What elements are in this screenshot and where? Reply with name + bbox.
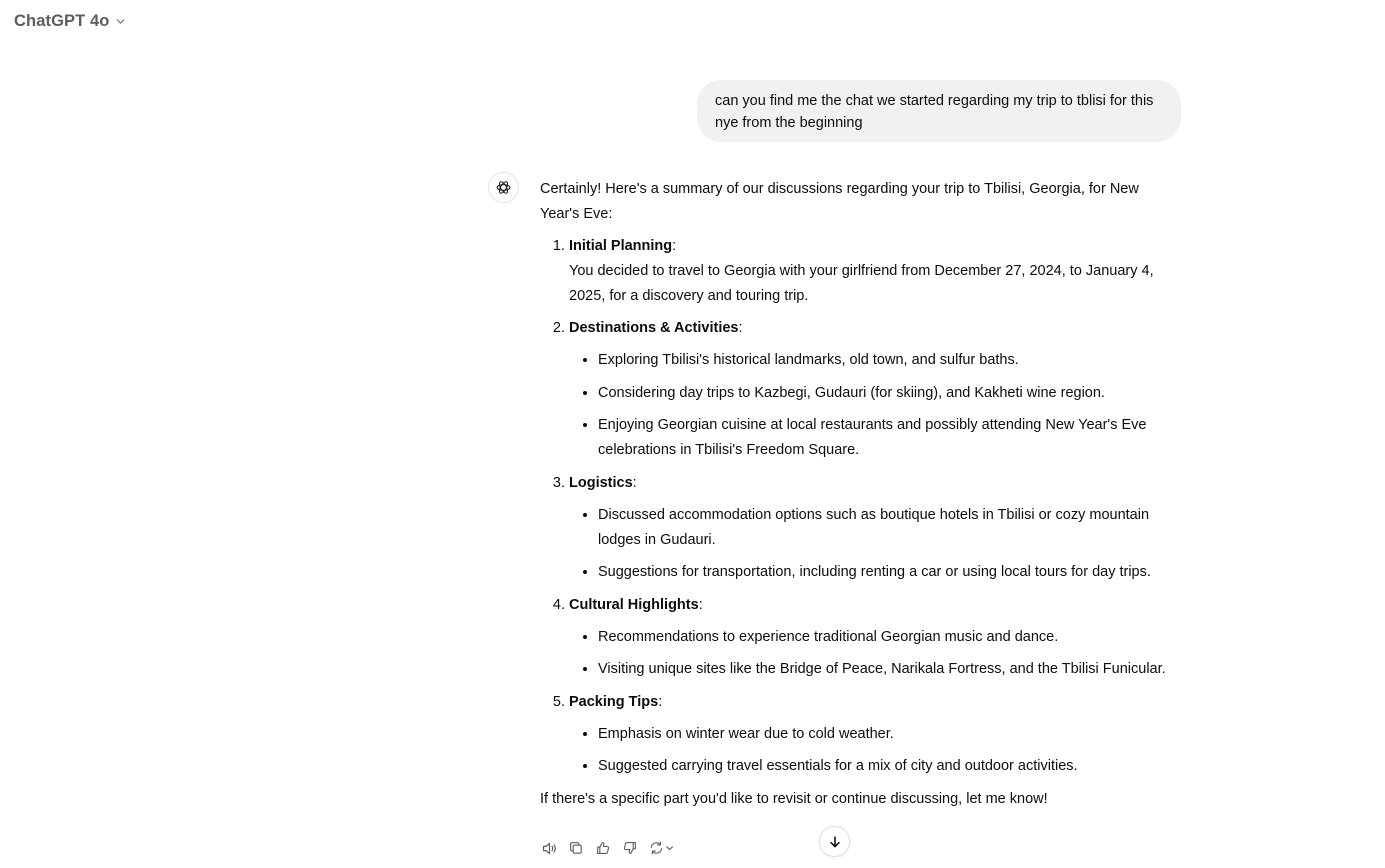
bullet-list [569,348,1180,463]
bullet-item: • Suggested carrying travel essentials for a mix of city and outdoor activities. [598,754,1180,779]
section-title: Initial Planning [569,238,673,254]
bullet-list [569,722,1180,780]
user-message-bubble [697,80,1181,142]
copy-icon[interactable] [567,839,585,857]
bullet-list [569,625,1180,683]
assistant-outro: If there's a specific part you'd like to revisit or continue discussing, let me know! [540,790,1048,807]
bullet-item: • Exploring Tbilisi's historical landmarks, old town, and sulfur baths. [598,348,1180,373]
assistant-intro: Certainly! Here's a summary of our discussions regarding your trip to Tbilisi, Georgia, for New Year's Eve: [540,181,1139,222]
assistant-message [540,177,1180,812]
list-item: 2. Destinations & Activities: • Exploring Tbilisi's historical landmarks, old town, and sulfur baths. • Considering day trips to Kazbegi, Gudauri (for skiing), and Kakheti wine region. • Enjoying Georgian cuisine at local restaurants and possibly attending New Year's Eve celebrations in Tbilisi's Freedom Square. [569,316,1180,463]
list-item: 3. Logistics: • Discussed accommodation options such as boutique hotels in Tbilisi or cozy mountain lodges in Gudauri. • Suggestions for transportation, including renting a car or using local tours for day trips. [569,471,1180,586]
chevron-down-icon [115,16,126,27]
section-title: Cultural Highlights [569,596,699,613]
model-name: ChatGPT 4o [14,12,110,30]
section-title: Logistics [569,474,633,491]
section-title: Destinations & Activities [569,320,739,336]
bullet-item: • Emphasis on winter wear due to cold weather. [598,722,1180,747]
scroll-to-bottom-button[interactable] [819,826,850,857]
read-aloud-icon[interactable] [540,839,558,857]
section-title: Packing Tips [569,693,659,710]
bullet-item: • Enjoying Georgian cuisine at local restaurants and possibly attending New Year's Eve celebrations in Tbilisi's Freedom Square. [598,413,1180,463]
bullet-item: • Discussed accommodation options such as boutique hotels in Tbilisi or cozy mountain lodges in Gudauri. [598,503,1180,553]
bullet-list [569,503,1180,586]
openai-logo-icon [495,179,512,196]
section-body: You decided to travel to Georgia with your girlfriend from December 27, 2024, to January 4, 2025, for a discovery and touring trip. [569,263,1154,304]
list-item: 5. Packing Tips: • Emphasis on winter wear due to cold weather. • Suggested carrying travel essentials for a mix of city and outdoor activities. [569,690,1180,780]
summary-list [540,234,1180,779]
regenerate-icon[interactable] [648,839,676,857]
message-action-bar [540,839,676,857]
bullet-item: • Visiting unique sites like the Bridge of Peace, Narikala Fortress, and the Tbilisi Funicular. [598,657,1180,682]
thumbs-down-icon[interactable] [621,839,639,857]
user-message-text: can you find me the chat we started regarding my trip to tblisi for this nye from the beginning [715,93,1154,131]
assistant-avatar [488,172,519,203]
bullet-item: • Considering day trips to Kazbegi, Gudauri (for skiing), and Kakheti wine region. [598,381,1180,406]
model-selector[interactable] [14,12,126,31]
bullet-item: • Suggestions for transportation, including renting a car or using local tours for day trips. [598,560,1180,585]
list-item: 1. Initial Planning: You decided to travel to Georgia with your girlfriend from December 27, 2024, to January 4, 2025, for a discovery and touring trip. [569,234,1180,309]
thumbs-up-icon[interactable] [594,839,612,857]
bullet-item: • Recommendations to experience traditional Georgian music and dance. [598,625,1180,650]
arrow-down-icon [828,835,842,849]
list-item: 4. Cultural Highlights: • Recommendations to experience traditional Georgian music and dance. • Visiting unique sites like the Bridge of Peace, Narikala Fortress, and the Tbilisi Funicular. [569,593,1180,683]
